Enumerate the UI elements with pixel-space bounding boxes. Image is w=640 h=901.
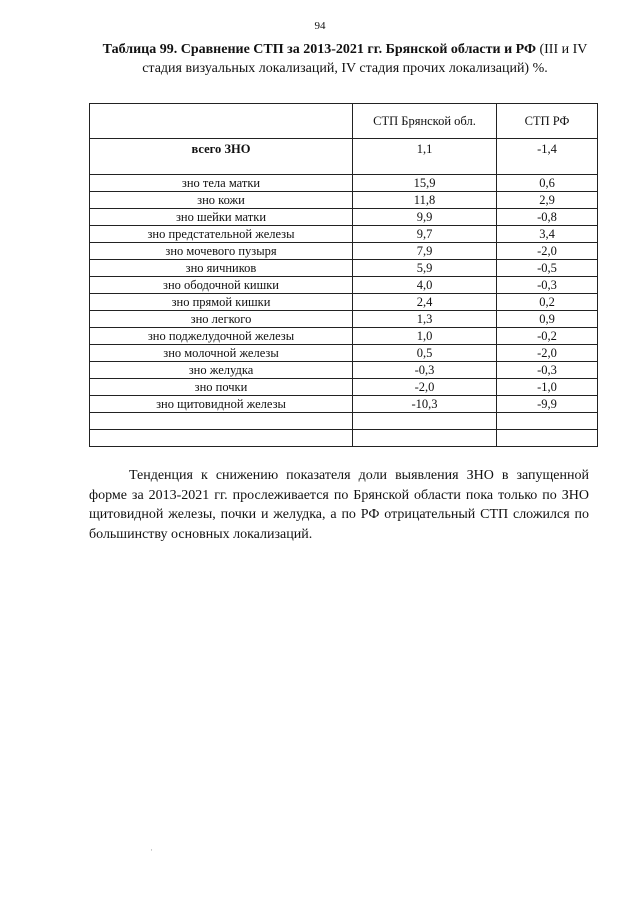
row-rf: -1,0: [497, 379, 598, 396]
body-paragraph: Тенденция к снижению показателя доли выявления ЗНО в запущенной форме за 2013-2021 гг. прослеживается по Брянской области пока только по ЗНО щитовидной железы, почки и желудка, а по РФ отрицательный СТП сложился по большинству основных локализаций.: [89, 468, 589, 542]
table-row: [90, 328, 598, 345]
row-bryansk: 2,4: [353, 294, 497, 311]
table-row: [90, 396, 598, 413]
table-row: [90, 260, 598, 277]
row-bryansk: 4,0: [353, 277, 497, 294]
empty-cell: [497, 413, 598, 430]
table-row: [90, 175, 598, 192]
row-rf: -0,2: [497, 328, 598, 345]
row-rf: -0,3: [497, 362, 598, 379]
row-bryansk: -10,3: [353, 396, 497, 413]
table-row: [90, 209, 598, 226]
row-bryansk: 9,9: [353, 209, 497, 226]
table-row: [90, 379, 598, 396]
row-label: зно мочевого пузыря: [90, 243, 353, 260]
row-bryansk: 7,9: [353, 243, 497, 260]
row-bryansk: 15,9: [353, 175, 497, 192]
row-bryansk: 9,7: [353, 226, 497, 243]
row-bryansk: 1,3: [353, 311, 497, 328]
row-label: зно щитовидной железы: [90, 396, 353, 413]
row-label: зно почки: [90, 379, 353, 396]
table-row: [90, 362, 598, 379]
row-bryansk: 11,8: [353, 192, 497, 209]
page-number: 94: [314, 20, 326, 32]
stp-table: [89, 103, 598, 447]
caption-subtitle: (III и IV стадия визуальных локализаций, IV стадия прочих локализаций) %.: [142, 42, 588, 76]
row-rf: -2,0: [497, 243, 598, 260]
scan-speck: ·: [150, 845, 153, 855]
table-row: [90, 243, 598, 260]
row-rf: 0,2: [497, 294, 598, 311]
empty-cell: [353, 430, 497, 447]
row-rf: 3,4: [497, 226, 598, 243]
row-bryansk: -0,3: [353, 362, 497, 379]
row-label: зно молочной железы: [90, 345, 353, 362]
row-label: зно шейки матки: [90, 209, 353, 226]
row-label: зно предстательной железы: [90, 226, 353, 243]
table-row: [90, 192, 598, 209]
total-bryansk: 1,1: [353, 139, 497, 175]
empty-row: [90, 430, 598, 447]
row-rf: 0,9: [497, 311, 598, 328]
header-cell-rf: СТП РФ: [497, 104, 598, 139]
row-rf: -2,0: [497, 345, 598, 362]
row-label: зно желудка: [90, 362, 353, 379]
table-row: [90, 294, 598, 311]
row-label: зно яичников: [90, 260, 353, 277]
row-rf: 2,9: [497, 192, 598, 209]
row-label: зно ободочной кишки: [90, 277, 353, 294]
empty-cell: [497, 430, 598, 447]
table-row: [90, 226, 598, 243]
table-row: [90, 345, 598, 362]
row-label: зно легкого: [90, 311, 353, 328]
row-rf: -0,8: [497, 209, 598, 226]
total-rf: -1,4: [497, 139, 598, 175]
empty-cell: [90, 413, 353, 430]
header-cell-bryansk: СТП Брянской обл.: [353, 104, 497, 139]
row-bryansk: 1,0: [353, 328, 497, 345]
table-header-row: [90, 104, 598, 139]
empty-row: [90, 413, 598, 430]
row-rf: 0,6: [497, 175, 598, 192]
row-label: зно прямой кишки: [90, 294, 353, 311]
empty-cell: [90, 430, 353, 447]
row-label: зно поджелудочной железы: [90, 328, 353, 345]
row-label: зно тела матки: [90, 175, 353, 192]
row-bryansk: 5,9: [353, 260, 497, 277]
row-label: зно кожи: [90, 192, 353, 209]
row-bryansk: -2,0: [353, 379, 497, 396]
row-bryansk: 0,5: [353, 345, 497, 362]
row-rf: -0,3: [497, 277, 598, 294]
row-rf: -9,9: [497, 396, 598, 413]
empty-cell: [353, 413, 497, 430]
table-row: [90, 277, 598, 294]
total-row: [90, 139, 598, 175]
row-rf: -0,5: [497, 260, 598, 277]
table-caption: [90, 40, 600, 78]
header-cell-label: [90, 104, 353, 139]
total-label: всего ЗНО: [90, 139, 353, 175]
table-row: [90, 311, 598, 328]
caption-title: Таблица 99. Сравнение СТП за 2013-2021 гг. Брянской области и РФ: [102, 42, 536, 57]
